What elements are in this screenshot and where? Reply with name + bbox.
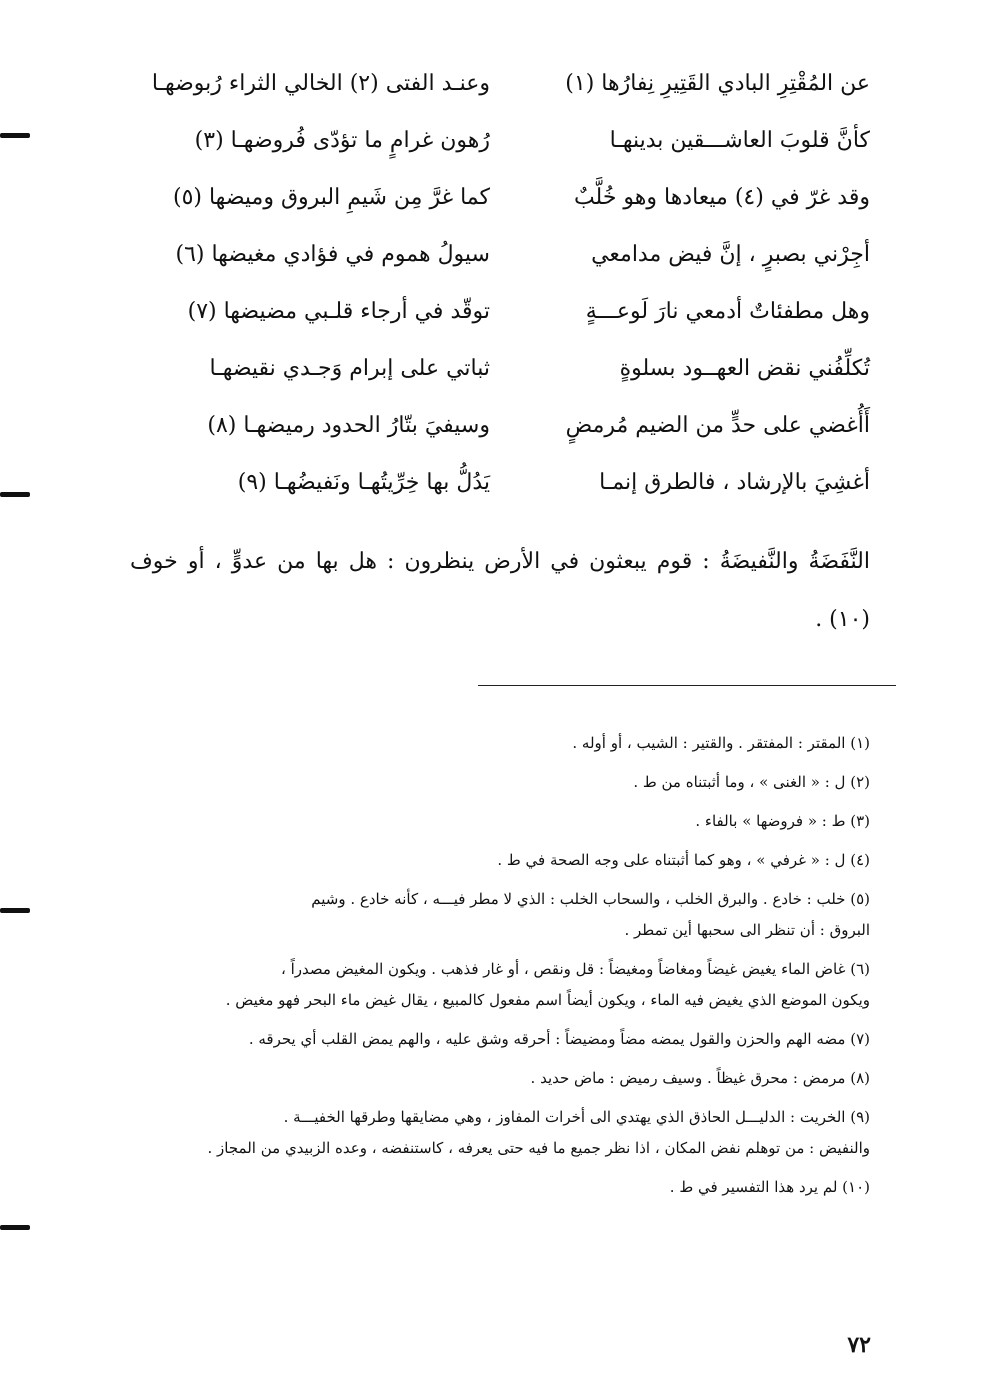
footnote	[120, 1063, 870, 1094]
page-number: ٧٢	[847, 1332, 871, 1358]
verse-first-hemistich: تُكلِّفُني نقض العهــود بسلوةٍ	[619, 356, 870, 381]
footnote	[120, 806, 870, 837]
footnote-line: (٣) ط : « فروضها » بالفاء .	[695, 812, 870, 830]
verse-first-hemistich: أغشِيَ بالإرشاد ، فالطرق إنمـا	[599, 470, 870, 495]
verse-first-hemistich: أَأُغضي على حدٍّ من الضيم مُرمضٍ	[565, 413, 870, 438]
footnote-line: ويكون الموضع الذي يغيض فيه الماء ، ويكون أيضاً اسم مفعول كالمبيع ، يقال غيض ماء البحر فهو مغيض .	[225, 991, 870, 1009]
footnote	[120, 845, 870, 876]
verse-second-hemistich: سيولُ هموم في فؤادي مغيضها (٦)	[175, 242, 490, 267]
verse	[130, 454, 870, 511]
footnote-line: (٢) ل : « الغنى » ، وما أثبتناه من ط .	[633, 773, 870, 791]
footnote-line: (٨) مرمض : محرق غيظاً . وسيف رميض : ماض حديد .	[530, 1069, 870, 1087]
footnote-line: (١) المقتر : المفتقر . والقتير : الشيب ، أو أوله .	[572, 734, 870, 752]
footnote	[120, 1102, 870, 1164]
footnote-line: (٩) الخريت : الدليـــل الحاذق الذي يهتدي الى أخرات المفاوز ، وهي مضايقها وطرقها الخفيـــة .	[283, 1108, 870, 1126]
verse	[130, 340, 870, 397]
footnote-divider	[478, 685, 896, 686]
verse-first-hemistich: عن المُقْتِرِ البادي القَتِيرِ نِفارُها (١)	[565, 71, 870, 96]
verse	[130, 169, 870, 226]
footnote	[120, 1024, 870, 1055]
footnote-line: (٥) خلب : خادع . والبرق الخلب ، والسحاب الخلب : الذي لا مطر فيـــه ، كأنه خادع . وشيم	[311, 890, 870, 908]
footnote	[120, 767, 870, 798]
verse-second-hemistich: وسيفيَ بتّارُ الحدود رميضهـا (٨)	[207, 413, 490, 438]
verse-first-hemistich: أجِرْني بصبرٍ ، إنَّ فيض مدامعي	[591, 242, 870, 267]
verse	[130, 397, 870, 454]
verse-first-hemistich: وقد غرّ في (٤) ميعادها وهو خُلَّبٌ	[573, 185, 870, 210]
footnote	[120, 1172, 870, 1203]
footnote-line: (٤) ل : « غرفي » ، وهو كما أثبتناه على وجه الصحة في ط .	[497, 851, 870, 869]
verse-second-hemistich: ثباتي على إبرام وَجـدي نقيضهـا	[209, 356, 490, 381]
verse	[130, 226, 870, 283]
verse	[130, 112, 870, 169]
footnotes	[120, 728, 870, 1211]
prose-paragraph: النَّفَضَةُ والنَّفيضَةُ : قوم يبعثون في الأرض ينظرون : هل بها من عدوٍّ ، أو خوف (١٠) .	[130, 549, 870, 632]
footnote	[120, 954, 870, 1016]
verse	[130, 55, 870, 112]
verse-first-hemistich: وهل مطفئاتٌ أدمعي نارَ لَوعـــةٍ	[585, 299, 870, 324]
footnote	[120, 728, 870, 759]
margin-mark	[0, 908, 30, 913]
margin-mark	[0, 133, 30, 138]
footnote-line: (٧) مضه الهم والحزن والقول يمضه مضاً ومضيضاً : أحرقه وشق عليه ، والهم يمض القلب أي يحرقه .	[248, 1030, 870, 1048]
verse-second-hemistich: وعنـد الفتى (٢) الخالي الثراء رُبوضهـا	[151, 71, 490, 96]
verse-first-hemistich: كأنَّ قلوبَ العاشـــقين بدينهـا	[609, 128, 870, 153]
footnote-line: والنفيض : من توهلم نفض المكان ، اذا نظر جميع ما فيه حتى يعرفه ، كاستنفضه ، وعده الزبيدي من المجاز .	[207, 1139, 870, 1157]
footnote-line: البروق : أن تنظر الى سحبها أين تمطر .	[624, 921, 870, 939]
verse-second-hemistich: توقّد في أرجاء قلـبي مضيضها (٧)	[187, 299, 490, 324]
verse-second-hemistich: يَدُلُّ بها خِرِّيتُهـا ونَفيضُهـا (٩)	[237, 470, 490, 495]
poem	[130, 55, 870, 511]
verse-second-hemistich: رُهون غرامٍ ما تؤدّى فُروضهـا (٣)	[194, 128, 490, 153]
margin-mark	[0, 1225, 30, 1230]
verse	[130, 283, 870, 340]
footnote-line: (١٠) لم يرد هذا التفسير في ط .	[669, 1178, 870, 1196]
footnote-line: (٦) غاض الماء يغيض غيضاً ومغاضاً ومغيضاً : قل ونقص ، أو غار فذهب . ويكون المغيض مصدراً ،	[281, 960, 870, 978]
verse-second-hemistich: كما غرَّ مِن شَيمِ البروق وميضها (٥)	[172, 185, 490, 210]
margin-mark	[0, 492, 30, 497]
footnote	[120, 884, 870, 946]
